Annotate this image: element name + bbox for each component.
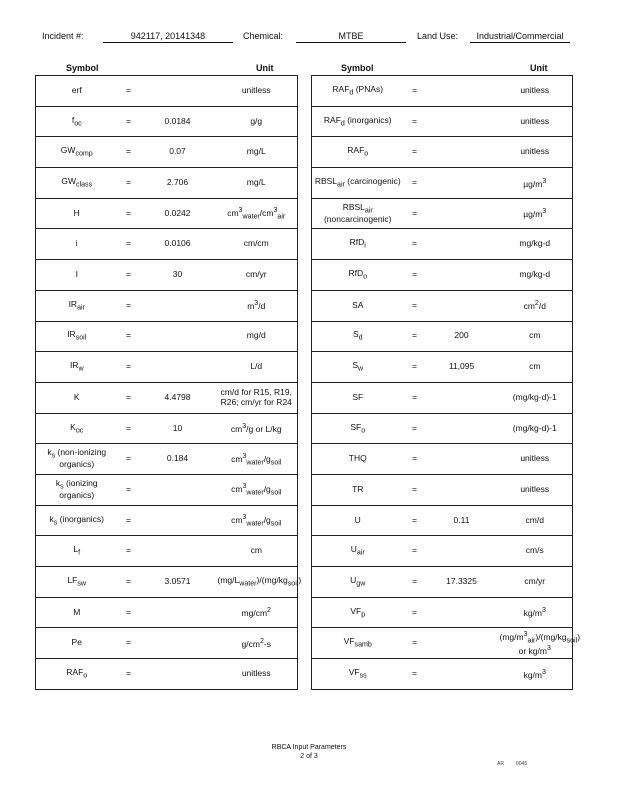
parameter-symbol: erf xyxy=(36,76,118,107)
parameter-value xyxy=(426,198,498,229)
equals-sign: = xyxy=(118,413,140,444)
parameter-row xyxy=(312,321,573,352)
equals-sign: = xyxy=(404,290,426,321)
right-unit-header: Unit xyxy=(530,63,548,73)
parameter-value xyxy=(140,76,216,107)
parameter-row xyxy=(36,260,298,291)
parameter-symbol: $RAF_d$ (PNAs) xyxy=(312,76,404,107)
parameter-symbol: SA xyxy=(312,290,404,321)
parameter-unit: $cm^3_{water}/g_{soil}$ xyxy=(216,505,298,536)
equals-sign: = xyxy=(118,444,140,475)
parameter-symbol: I xyxy=(36,260,118,291)
incident-value: 942117, 20141348 xyxy=(103,31,233,43)
parameter-row xyxy=(312,229,573,260)
parameter-symbol: $IR_{air}$ xyxy=(36,290,118,321)
equals-sign: = xyxy=(118,229,140,260)
parameter-row xyxy=(36,76,298,107)
parameter-unit: cm/yr xyxy=(216,260,298,291)
equals-sign: = xyxy=(118,505,140,536)
parameter-symbol: SF xyxy=(312,382,404,413)
parameter-row xyxy=(312,444,573,475)
parameter-row xyxy=(312,505,573,536)
parameter-unit: L/d xyxy=(216,352,298,383)
parameter-row xyxy=(312,198,573,229)
parameter-symbol: $L_f$ xyxy=(36,536,118,567)
parameter-value: 0.11 xyxy=(426,505,498,536)
parameter-value xyxy=(140,597,216,628)
parameter-unit: mg/d xyxy=(216,321,298,352)
parameter-unit: unitless xyxy=(498,474,573,505)
parameter-symbol: $U_{gw}$ xyxy=(312,567,404,598)
parameter-unit: $(mg/m^3_{air})/(mg/kg_{soil})$ or $kg/m^3$ xyxy=(498,628,573,659)
parameter-row xyxy=(312,659,573,690)
parameter-symbol: TR xyxy=(312,474,404,505)
parameter-symbol: $f_{oc}$ xyxy=(36,106,118,137)
stamp-left: AR xyxy=(497,761,504,767)
parameter-value xyxy=(426,659,498,690)
parameter-unit: g/g xyxy=(216,106,298,137)
parameter-row xyxy=(36,505,298,536)
parameter-row xyxy=(36,444,298,475)
parameter-unit: $cm^2/d$ xyxy=(498,290,573,321)
parameter-unit: unitless xyxy=(498,137,573,168)
parameter-value: 4.4798 xyxy=(140,382,216,413)
parameter-symbol: $RBSL_{air}$ (noncarcinogenic) xyxy=(312,198,404,229)
right-parameter-table xyxy=(311,75,581,690)
parameter-symbol: $GW_{comp}$ xyxy=(36,137,118,168)
parameter-symbol: $LF_{sw}$ xyxy=(36,567,118,598)
parameter-unit: $kg/m^3$ xyxy=(498,659,573,690)
parameter-symbol: $VF_{ss}$ xyxy=(312,659,404,690)
parameter-symbol: $RBSL_{air}$ (carcinogenic) xyxy=(312,168,404,199)
parameter-value xyxy=(140,628,216,659)
equals-sign: = xyxy=(404,659,426,690)
parameter-value xyxy=(426,413,498,444)
parameter-unit: cm/cm xyxy=(216,229,298,260)
equals-sign: = xyxy=(118,168,140,199)
equals-sign: = xyxy=(118,352,140,383)
parameter-unit: cm xyxy=(498,352,573,383)
parameter-value xyxy=(426,474,498,505)
parameter-row xyxy=(312,382,573,413)
parameter-unit: unitless xyxy=(216,659,298,690)
parameter-value: 2.706 xyxy=(140,168,216,199)
parameter-unit: cm/d xyxy=(498,505,573,536)
parameter-value xyxy=(140,352,216,383)
equals-sign: = xyxy=(404,137,426,168)
equals-sign: = xyxy=(404,444,426,475)
parameter-unit: (mg/kg-d)-1 xyxy=(498,382,573,413)
parameter-value xyxy=(140,290,216,321)
parameter-value: 10 xyxy=(140,413,216,444)
equals-sign: = xyxy=(404,106,426,137)
parameter-symbol: $K_{oc}$ xyxy=(36,413,118,444)
parameter-unit: $cm^3_{water}/g_{soil}$ xyxy=(216,444,298,475)
parameter-value xyxy=(140,659,216,690)
parameter-value xyxy=(426,597,498,628)
parameter-row xyxy=(36,567,298,598)
parameter-row xyxy=(312,474,573,505)
parameter-unit: cm/d for R15, R19, R26; cm/yr for R24 xyxy=(216,382,298,413)
parameter-value xyxy=(426,382,498,413)
chemical-label: Chemical: xyxy=(243,31,284,41)
equals-sign: = xyxy=(404,567,426,598)
parameter-row xyxy=(312,290,573,321)
parameter-value: 200 xyxy=(426,321,498,352)
parameter-row xyxy=(36,106,298,137)
parameter-symbol: THQ xyxy=(312,444,404,475)
parameter-value xyxy=(426,229,498,260)
parameter-row xyxy=(312,260,573,291)
parameter-row xyxy=(312,137,573,168)
parameter-value: 3.0571 xyxy=(140,567,216,598)
parameter-value xyxy=(140,536,216,567)
parameter-unit: $cm^3_{water}/g_{soil}$ xyxy=(216,474,298,505)
parameter-value xyxy=(426,628,498,659)
right-symbol-header: Symbol xyxy=(341,63,374,73)
parameter-unit: mg/L xyxy=(216,168,298,199)
equals-sign: = xyxy=(118,536,140,567)
parameter-unit: unitless xyxy=(498,76,573,107)
parameter-symbol: $S_w$ xyxy=(312,352,404,383)
equals-sign: = xyxy=(404,260,426,291)
parameter-row xyxy=(36,137,298,168)
parameter-row xyxy=(312,168,573,199)
stamp-right: 0045 xyxy=(516,761,528,767)
incident-label: Incident #: xyxy=(42,31,84,41)
parameter-row xyxy=(36,352,298,383)
parameter-row xyxy=(36,382,298,413)
equals-sign: = xyxy=(118,321,140,352)
parameter-row xyxy=(312,628,573,659)
parameter-symbol: $RAF_o$ xyxy=(36,659,118,690)
parameter-row xyxy=(36,474,298,505)
parameter-value: 17.3325 xyxy=(426,567,498,598)
equals-sign: = xyxy=(404,321,426,352)
parameter-unit: $\mu g/m^3$ xyxy=(498,198,573,229)
parameter-unit: $mg/cm^2$ xyxy=(216,597,298,628)
parameter-value: 0.0184 xyxy=(140,106,216,137)
parameter-symbol: U xyxy=(312,505,404,536)
parameter-symbol: $k_s$ (non-ionizing organics) xyxy=(36,444,118,475)
parameter-value xyxy=(426,290,498,321)
parameter-row xyxy=(36,659,298,690)
parameter-unit: $kg/m^3$ xyxy=(498,597,573,628)
parameter-unit: $cm^3_{water}/cm^3_{air}$ xyxy=(216,198,298,229)
parameter-symbol: i xyxy=(36,229,118,260)
parameter-value: 11,095 xyxy=(426,352,498,383)
parameter-symbol: K xyxy=(36,382,118,413)
parameter-row xyxy=(36,168,298,199)
parameter-symbol: Pe xyxy=(36,628,118,659)
parameter-row xyxy=(312,106,573,137)
parameter-value: 0.184 xyxy=(140,444,216,475)
parameter-value xyxy=(140,474,216,505)
parameter-unit: $cm^3/g$ or L/kg xyxy=(216,413,298,444)
equals-sign: = xyxy=(404,229,426,260)
parameter-value xyxy=(426,76,498,107)
parameter-value xyxy=(426,444,498,475)
parameter-symbol: $k_s$ (ionizing organics) xyxy=(36,474,118,505)
parameter-unit: (mg/kg-d)-1 xyxy=(498,413,573,444)
parameter-unit: mg/L xyxy=(216,137,298,168)
parameter-row xyxy=(312,413,573,444)
parameter-row xyxy=(312,352,573,383)
equals-sign: = xyxy=(404,474,426,505)
parameter-unit: cm xyxy=(216,536,298,567)
parameter-symbol: $IR_w$ xyxy=(36,352,118,383)
parameter-value xyxy=(426,137,498,168)
parameter-value: 0.0242 xyxy=(140,198,216,229)
parameter-symbol: $S_d$ xyxy=(312,321,404,352)
parameter-row xyxy=(36,290,298,321)
parameter-symbol: $U_{air}$ xyxy=(312,536,404,567)
parameter-symbol: $IR_{soil}$ xyxy=(36,321,118,352)
chemical-value: MTBE xyxy=(296,31,406,43)
parameter-unit: mg/kg-d xyxy=(498,260,573,291)
parameter-unit: $g/cm^2-s$ xyxy=(216,628,298,659)
equals-sign: = xyxy=(404,382,426,413)
equals-sign: = xyxy=(404,76,426,107)
equals-sign: = xyxy=(118,260,140,291)
parameter-value: 0.0106 xyxy=(140,229,216,260)
parameter-row xyxy=(36,321,298,352)
page-number: 2 of 3 xyxy=(300,753,318,760)
parameter-unit: unitless xyxy=(498,444,573,475)
parameter-unit: cm/yr xyxy=(498,567,573,598)
equals-sign: = xyxy=(118,76,140,107)
equals-sign: = xyxy=(118,567,140,598)
parameter-row xyxy=(36,628,298,659)
parameter-row xyxy=(36,229,298,260)
equals-sign: = xyxy=(118,628,140,659)
parameter-value xyxy=(426,260,498,291)
parameter-value xyxy=(140,321,216,352)
parameter-value xyxy=(426,106,498,137)
parameter-symbol: $RAF_d$ (inorganics) xyxy=(312,106,404,137)
parameter-row xyxy=(312,567,573,598)
parameter-value xyxy=(426,536,498,567)
parameter-unit: $m^3/d$ xyxy=(216,290,298,321)
landuse-label: Land Use: xyxy=(417,31,459,41)
parameter-symbol: $VF_p$ xyxy=(312,597,404,628)
left-parameter-table xyxy=(35,75,302,690)
equals-sign: = xyxy=(118,290,140,321)
parameter-unit: unitless xyxy=(498,106,573,137)
parameter-unit: $(mg/L_{water})/(mg/kg_{soil})$ xyxy=(216,567,298,598)
parameter-value: 0.07 xyxy=(140,137,216,168)
equals-sign: = xyxy=(118,474,140,505)
equals-sign: = xyxy=(404,628,426,659)
parameter-unit: cm/s xyxy=(498,536,573,567)
parameter-row xyxy=(36,536,298,567)
parameter-row xyxy=(36,198,298,229)
equals-sign: = xyxy=(404,413,426,444)
parameter-row xyxy=(36,413,298,444)
equals-sign: = xyxy=(118,137,140,168)
parameter-symbol: $RAF_o$ xyxy=(312,137,404,168)
parameter-row xyxy=(312,536,573,567)
parameter-unit: cm xyxy=(498,321,573,352)
parameter-unit: unitless xyxy=(216,76,298,107)
parameter-unit: mg/kg-d xyxy=(498,229,573,260)
equals-sign: = xyxy=(404,198,426,229)
left-symbol-header: Symbol xyxy=(66,63,99,73)
equals-sign: = xyxy=(118,597,140,628)
parameter-value: 30 xyxy=(140,260,216,291)
equals-sign: = xyxy=(404,352,426,383)
equals-sign: = xyxy=(118,106,140,137)
parameter-symbol: $GW_{class}$ xyxy=(36,168,118,199)
parameter-symbol: $k_s$ (inorganics) xyxy=(36,505,118,536)
parameter-symbol: RfD$_o$ xyxy=(312,260,404,291)
equals-sign: = xyxy=(404,536,426,567)
equals-sign: = xyxy=(118,382,140,413)
parameter-row xyxy=(312,76,573,107)
parameter-value xyxy=(140,505,216,536)
parameter-symbol: $VF_{samb}$ xyxy=(312,628,404,659)
parameter-symbol: M xyxy=(36,597,118,628)
landuse-value: Industrial/Commercial xyxy=(470,31,570,43)
parameter-row xyxy=(36,597,298,628)
parameter-row xyxy=(312,597,573,628)
equals-sign: = xyxy=(404,168,426,199)
equals-sign: = xyxy=(404,505,426,536)
parameter-unit: $\mu g/m^3$ xyxy=(498,168,573,199)
footer-title: RBCA Input Parameters xyxy=(271,744,347,751)
parameter-value xyxy=(426,168,498,199)
parameter-symbol: $SF_o$ xyxy=(312,413,404,444)
equals-sign: = xyxy=(118,659,140,690)
left-unit-header: Unit xyxy=(256,63,274,73)
equals-sign: = xyxy=(404,597,426,628)
parameter-symbol: H xyxy=(36,198,118,229)
parameter-symbol: RfD$_i$ xyxy=(312,229,404,260)
equals-sign: = xyxy=(118,198,140,229)
